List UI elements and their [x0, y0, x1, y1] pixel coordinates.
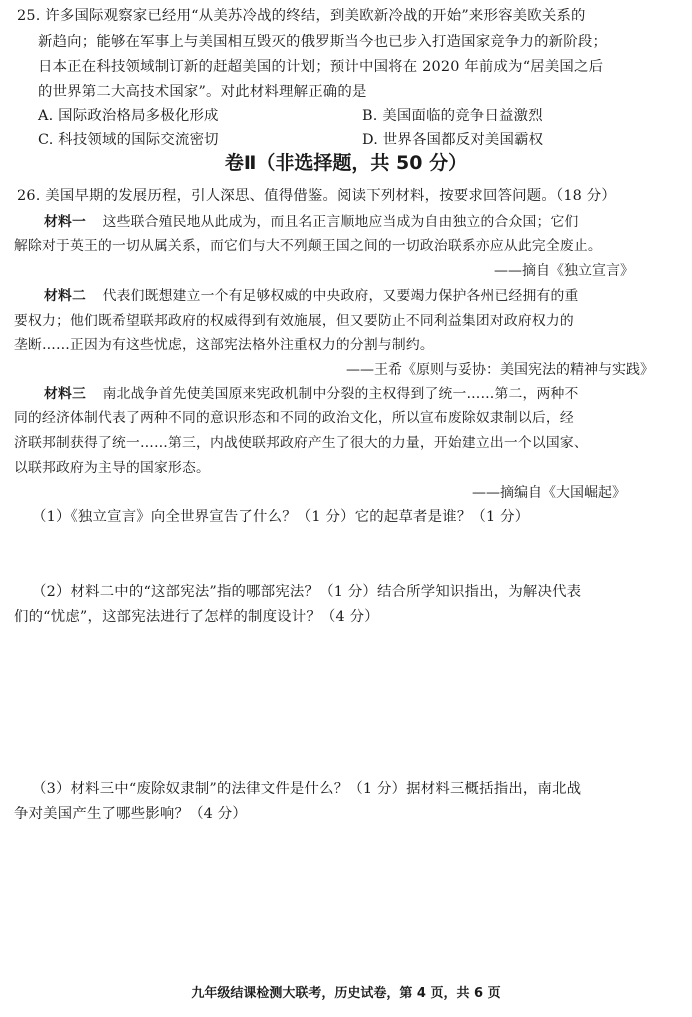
- page-footer: 九年级结课检测大联考，历史试卷，第 4 页，共 6 页: [191, 986, 501, 1001]
- material-3-line-3: 济联邦制获得了统一……第三，内战使联邦政府产生了很大的力量，开始建立出一个以国家、: [14, 435, 588, 451]
- material-3-source: ——摘编自《大国崛起》: [472, 485, 626, 501]
- q25-option-c: C. 科技领域的国际交流密切: [38, 132, 219, 148]
- section-heading: 卷Ⅱ（非选择题，共 50 分）: [224, 152, 468, 174]
- material-1-label: 材料一: [44, 214, 86, 230]
- q25-stem-line-2: 新趋向；能够在军事上与美国相互毁灭的俄罗斯当今也已步入打造国家竞争力的新阶段；: [38, 34, 608, 50]
- q25-option-a: A. 国际政治格局多极化形成: [38, 108, 219, 124]
- material-3-label: 材料三: [44, 386, 86, 402]
- material-3-line-1: [44, 384, 579, 404]
- material-3-line-4: 以联邦政府为主导的国家形态。: [14, 460, 210, 476]
- sub-question-3-line-2: 争对美国产生了哪些影响？（4 分）: [14, 806, 247, 822]
- sub-question-2-line-2: 们的“忧虑”，这部宪法进行了怎样的制度设计？（4 分）: [14, 609, 379, 625]
- q25-stem-line-4: 的世界第二大高技术国家”。对此材料理解正确的是: [38, 84, 367, 100]
- material-3-text-1: 南北战争首先使美国原来宪政机制中分裂的主权得到了统一……第二，两种不: [102, 386, 579, 402]
- q25-stem-line-3: 日本正在科技领域制订新的赶超美国的计划；预计中国将在 2020 年前成为“居美国之后: [38, 59, 604, 75]
- material-1-line-2: 解除对于英王的一切从属关系，而它们与大不列颠王国之间的一切政治联系亦应从此完全废止。: [14, 238, 602, 254]
- material-2-source: ——王希《原则与妥协：美国宪法的精神与实践》: [346, 362, 654, 378]
- q25-option-d: D. 世界各国都反对美国霸权: [362, 132, 544, 148]
- material-2-line-3: 垄断……正因为有这些忧虑，这部宪法格外注重权力的分割与制约。: [14, 337, 434, 353]
- material-3-line-2: 同的经济体制代表了两种不同的意识形态和不同的政治文化，所以宣布废除奴隶制以后，经: [14, 410, 574, 426]
- material-1-source: ——摘自《独立宣言》: [494, 263, 634, 279]
- material-2-line-2: 要权力；他们既希望联邦政府的权威得到有效施展，但又要防止不同利益集团对政府权力的: [14, 313, 574, 329]
- sub-question-3-line-1: （3）材料三中“废除奴隶制”的法律文件是什么？（1 分）据材料三概括指出，南北战: [32, 781, 582, 797]
- q25-stem-line-1: 25. 许多国际观察家已经用“从美苏冷战的终结，到美欧新冷战的开始”来形容美欧关系的: [17, 8, 586, 24]
- material-2-label: 材料二: [44, 288, 86, 304]
- material-2-line-1: [44, 286, 579, 306]
- sub-question-2-line-1: （2）材料二中的“这部宪法”指的哪部宪法？（1 分）结合所学知识指出，为解决代表: [32, 584, 582, 600]
- material-2-text-1: 代表们既想建立一个有足够权威的中央政府，又要竭力保护各州已经拥有的重: [102, 288, 579, 304]
- sub-question-1: （1）《独立宣言》向全世界宣告了什么？（1 分）它的起草者是谁？（1 分）: [32, 509, 530, 525]
- material-1-text-1: 这些联合殖民地从此成为，而且名正言顺地应当成为自由独立的合众国；它们: [102, 214, 579, 230]
- q26-intro: 26. 美国早期的发展历程，引人深思、值得借鉴。阅读下列材料，按要求回答问题。（18 分）: [17, 188, 616, 204]
- material-1-line-1: [44, 212, 579, 232]
- q25-option-b: B. 美国面临的竞争日益激烈: [362, 108, 543, 124]
